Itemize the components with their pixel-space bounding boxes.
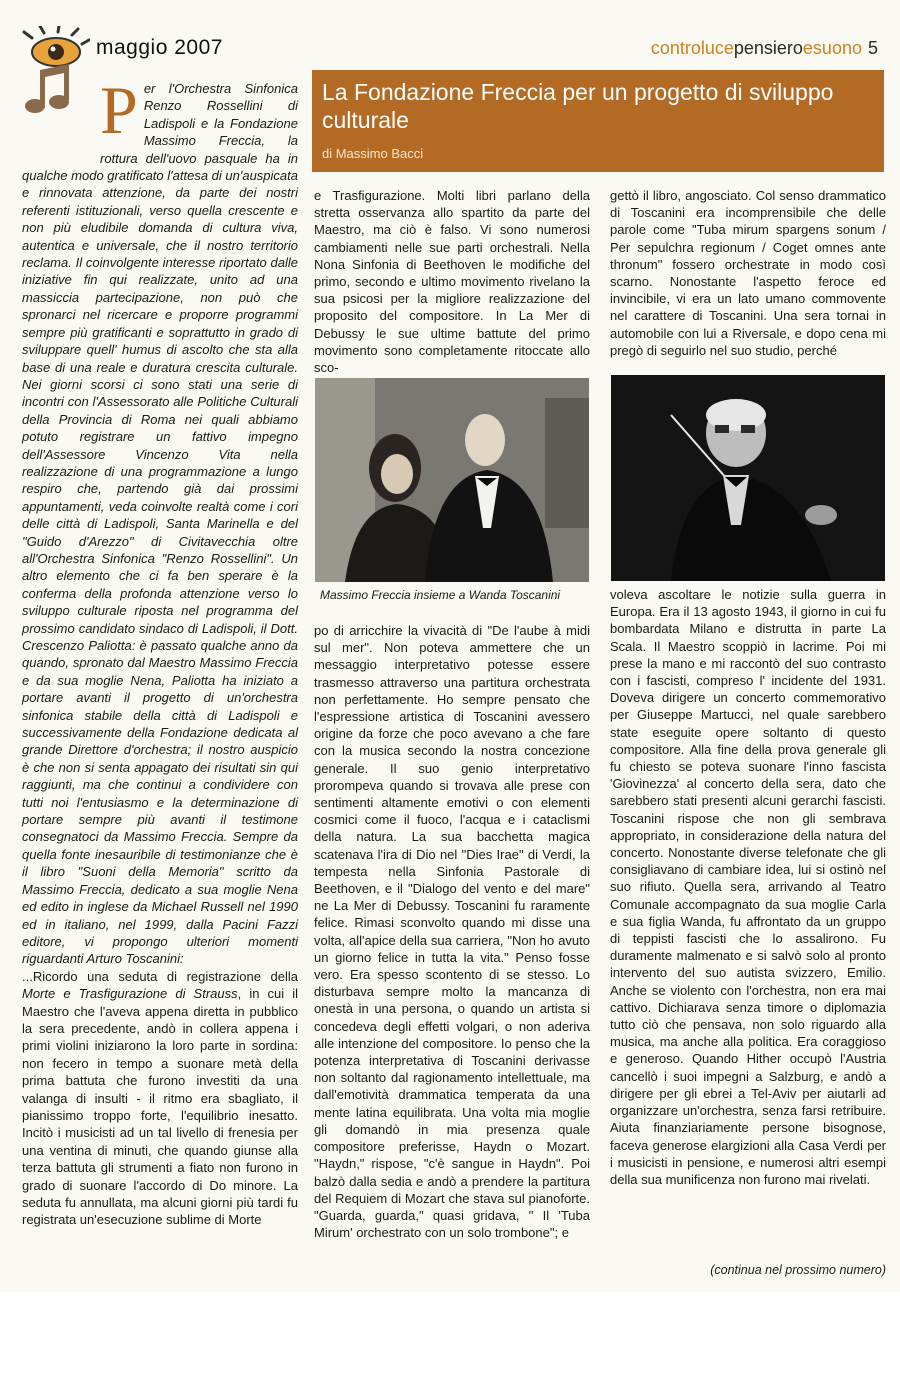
magazine-brand (651, 38, 878, 59)
brand-pensiero: pensiero (733, 38, 803, 58)
brand-esuono: esuono (802, 38, 862, 58)
column-2-bottom (314, 622, 590, 1241)
article-title: La Fondazione Freccia per un progetto di sviluppo culturale (322, 79, 834, 133)
column-1 (22, 72, 298, 1229)
col3-top-text: gettò il libro, angosciato. Col senso drammatico di Toscanini era incomprensibile che delle parole come "Tuba mirum spargens sonum / Per sepulchra regionum / Coget omnes ante thronum" fossero orchestrate in modo così scarno. Nonostante l'aspetto feroce ed invincibile, vi era un lato umano commovente nel carattere di Toscanini. Una sera tornai in automobile con lui a Riversale, e dopo cena mi pregò di seguirlo nel suo studio, perché (610, 188, 886, 358)
continued-note: (continua nel prossimo numero) (710, 1263, 886, 1277)
photo-caption: Massimo Freccia insieme a Wanda Toscanini (320, 588, 561, 602)
quote-paragraph (22, 968, 298, 1229)
logo-spacer (22, 80, 100, 160)
page-number: 5 (867, 38, 878, 58)
column-3-top (610, 187, 886, 359)
brand-controluce: controluce (650, 38, 734, 58)
col3-bottom-text: voleva ascoltare le notizie sulla guerra in Europa. Era il 13 agosto 1943, il giorno in cui fu bombardata Milano e distrutta in parte La Scala. Il Maestro scoppiò in lacrime. Poi mi prese la mano e mi raccontò del suo contrasto con i fascisti, compreso l' incidente del 1931. Doveva dirigere un concerto commemorativo per Giuseppe Martucci, nel quale sarebbero state eseguite opere soltanto di questo compositore. Alla fine della prova generale gli fu chiesto se poteva suonare l'inno fascista 'Giovinezza' al concerto della sera, dato che sarebbero stati presenti alcuni gerarchi fascisti. Toscanini rispose che non gli sembrava appropriato, in considerazione della natura del concerto. Nonostante diverse telefonate che gli consigliavano di cambiare idea, lui si ostinò nel suo rifiuto. Quella sera, arrivando al Teatro Comunale accompagnato da sua moglie Carla e sua figlia Wanda, fu affrontato da un gruppo di teppisti fascisti che lo assalirono. Fu duramente malmenato e si salvò solo al pronto intervento del suo autista svizzero, Emilio. Anche se violento con l'orchestra, non era mai cattivo. Dichiarava senza timore o diplomazia tutto ciò che pensava, non solo riguardo alla musica, ma anche alla politica. Era coraggioso e generoso. Quando Hither occupò l'Austria cancellò i suoi impegni a Salzburg, e andò a dirigere per gli ebrei a Tel-Aviv per aiutarli ad organizzare un'orchestra, senza farsi retribuire. Aiuta finanziariamente persone bisognose, faceva generose elargizioni alla Casa Verdi per i musicisti in pensione, e numerosi altri esempi della sua munificenza non furono mai rivelati. (610, 587, 886, 1187)
column-3-bottom (610, 586, 886, 1188)
quote-italic-title: Morte e Trasfigurazione di Strauss (22, 986, 238, 1002)
column-2-top (314, 187, 590, 376)
quote-rest: , in cui il Maestro che l'aveva appena diretta in pubblico la sera precedente, andò in collera appena i primi violini iniziarono la loro parte in sordina: non fecero in tempo a suonare metà della prima battuta che furono investiti da una valanga di insulti - il ritmo era sbagliato, il pianissimo troppo forte, l'equilibrio inesatto. Incitò i musicisti ad un tal livello di frenesia per una ventina di minuti, che quando giunse alla terza battuta gli strumenti a fiato non furono in grado di suonare l'accordo di Do minore. La seduta fu annullata, ma alcuni giorni più tardi fu registrata un'esecuzione sublime di Morte (22, 986, 298, 1228)
article-byline: di Massimo Bacci (322, 146, 424, 161)
drop-cap: P (100, 72, 138, 148)
title-banner (312, 70, 884, 172)
page-margin (0, 1292, 900, 1390)
quote-start: ...Ricordo una seduta di registrazione della (22, 968, 298, 984)
photo-freccia-toscanini (315, 378, 589, 582)
photo-toscanini-conducting (611, 375, 885, 581)
col2-top-text: e Trasfigurazione. Molti libri parlano della stretta osservanza allo spartito da parte del Maestro, ma ciò è falso. Vi sono numerosi cambiamenti nelle sue parti orchestrali. Nella Nona Sinfonia di Beethoven le modifiche del primo, secondo e ultimo movimento rivelano la sua psicosi per la migliore realizzazione del proposito del compositore. In La Mer di Debussy le sue ultime battute del primo movimento sono completamente ritoccate allo sco- (314, 188, 590, 376)
issue-date: maggio 2007 (96, 36, 223, 59)
intro-paragraph: er l'Orchestra Sinfonica Renzo Rossellini di Ladispoli e la Fondazione Massimo Freccia, la rottura dell'uovo pasquale ha in qualche modo gratificato l'attesa di un'auspicata e rinnovata attenzione, da parte dei nostri referenti istituzionali, verso quella crescente e non più eludibile domanda di cultura viva, autentica e universale, che il nostro territorio reclama. Il coinvolgente interesse riportato dalle iniziative fin qui realizzate, unito ad una massiccia partecipazione, non può che spronarci nel ricercare e proporre programmi sempre più gratificanti e soprattutto in grado di sviluppare quell' humus di ascolto che sta alla base di una reale e duratura crescita culturale. Nei giorni scorsi ci sono stati una serie di incontri con l'Assessorato alle Politiche Culturali della Provincia di Roma nei quali abbiamo potuto registrare un fattivo impegno dell'Assessore Vincenzo Vita nella realizzazione di una programmazione a lungo respiro che, partendo già dai prossimi appuntamenti, veda coinvolte realtà come i cori delle città di Ladispoli, Santa Marinella e del "Guido d'Arezzo" di Civitavecchia oltre all'Orchestra Sinfonica "Renzo Rossellini". Un altro elemento che ci fa ben sperare è la conferma della profonda attenzione verso lo sviluppo culturale riposta nel programma del prossimo candidato sindaco di Ladispoli, il Dott. Crescenzo Paliotta: è passato qualche anno da quando, spronato dal Maestro Massimo Freccia e da sua moglie Nena, Paliotta ha iniziato a portare avanti il progetto di un'orchestra sinfonica stabile della città di Ladispoli e successivamente della Fondazione dedicata al grande Direttore d'orchestra; il nostro auspicio è che non si senta appagato dei risultati sin qui raggiunti, ma che continui a condividere con tutti noi l'entusiasmo e la determinazione di portare sempre più avanti il testimone consegnatoci da Massimo Freccia. Sempre da quella fonte inesauribile di testimonianze che è il libro "Suoni della Memoria" scritto da Massimo Freccia, dedicato a sua moglie Nena ed edito in inglese da Michael Russell nel 1990 ed in italiano, nel 1999, dalla Pacini Fazzi editore, vi propongo ulteriori momenti riguardanti Arturo Toscanini: (22, 81, 298, 967)
col2-bottom-text: po di arricchire la vivacità di "De l'aube à midi sul mer". Non poteva ammettere che un messaggio interpretativo potesse essere trasmesso attraverso una partitura orchestrata non perfettamente. Ho sempre pensato che l'espressione artistica di Toscanini avessero origine da forze che poco avevano a che fare con la musica secondo la nostra concezione generale. Il suo genio interpretativo prorompeva quando si trovava alle prese con sentimenti altamente emotivi o con elementi cosmici come il fuoco, l'acqua e i cataclismi della natura. La sua bacchetta magica scatenava l'ira di Dio nel "Dies Irae" di Verdi, la tempesta nella Sinfonia Pastorale di Beethoven, e il "Dialogo del vento e del mare" ne La Mer di Debussy. Toscanini fu raramente felice. Rimasi sconvolto quando mi disse una volta, all'apice della sua carriera, "Non ho avuto un giorno felice in tutta la vita." Penso fosse vero. Era spesso scontento di se stesso. Lo disturbava sempre molto la mancanza di onestà in una persona, o quando un artista si concedeva degli effetti volgari, o non aderiva alle intenzione del compositore. Io penso che la potenza interpretativa di Toscanini derivasse non soltanto dal ragionamento intellettuale, ma dall'emotività drammatica temperata da una mente latina equilibrata. Una volta mia moglie gli domandò in mia presenza quale compositore preferisse, Haydn o Mozart. "Haydn," rispose, "c'è sangue in Haydn". Poi balzò dalla sedia e andò a prendere la partitura del Requiem di Mozart che stava sul pianoforte. "Guarda, guarda," quasi gridava, " Il 'Tuba Mirum' orchestrato con un solo trombone"; e (314, 623, 590, 1241)
